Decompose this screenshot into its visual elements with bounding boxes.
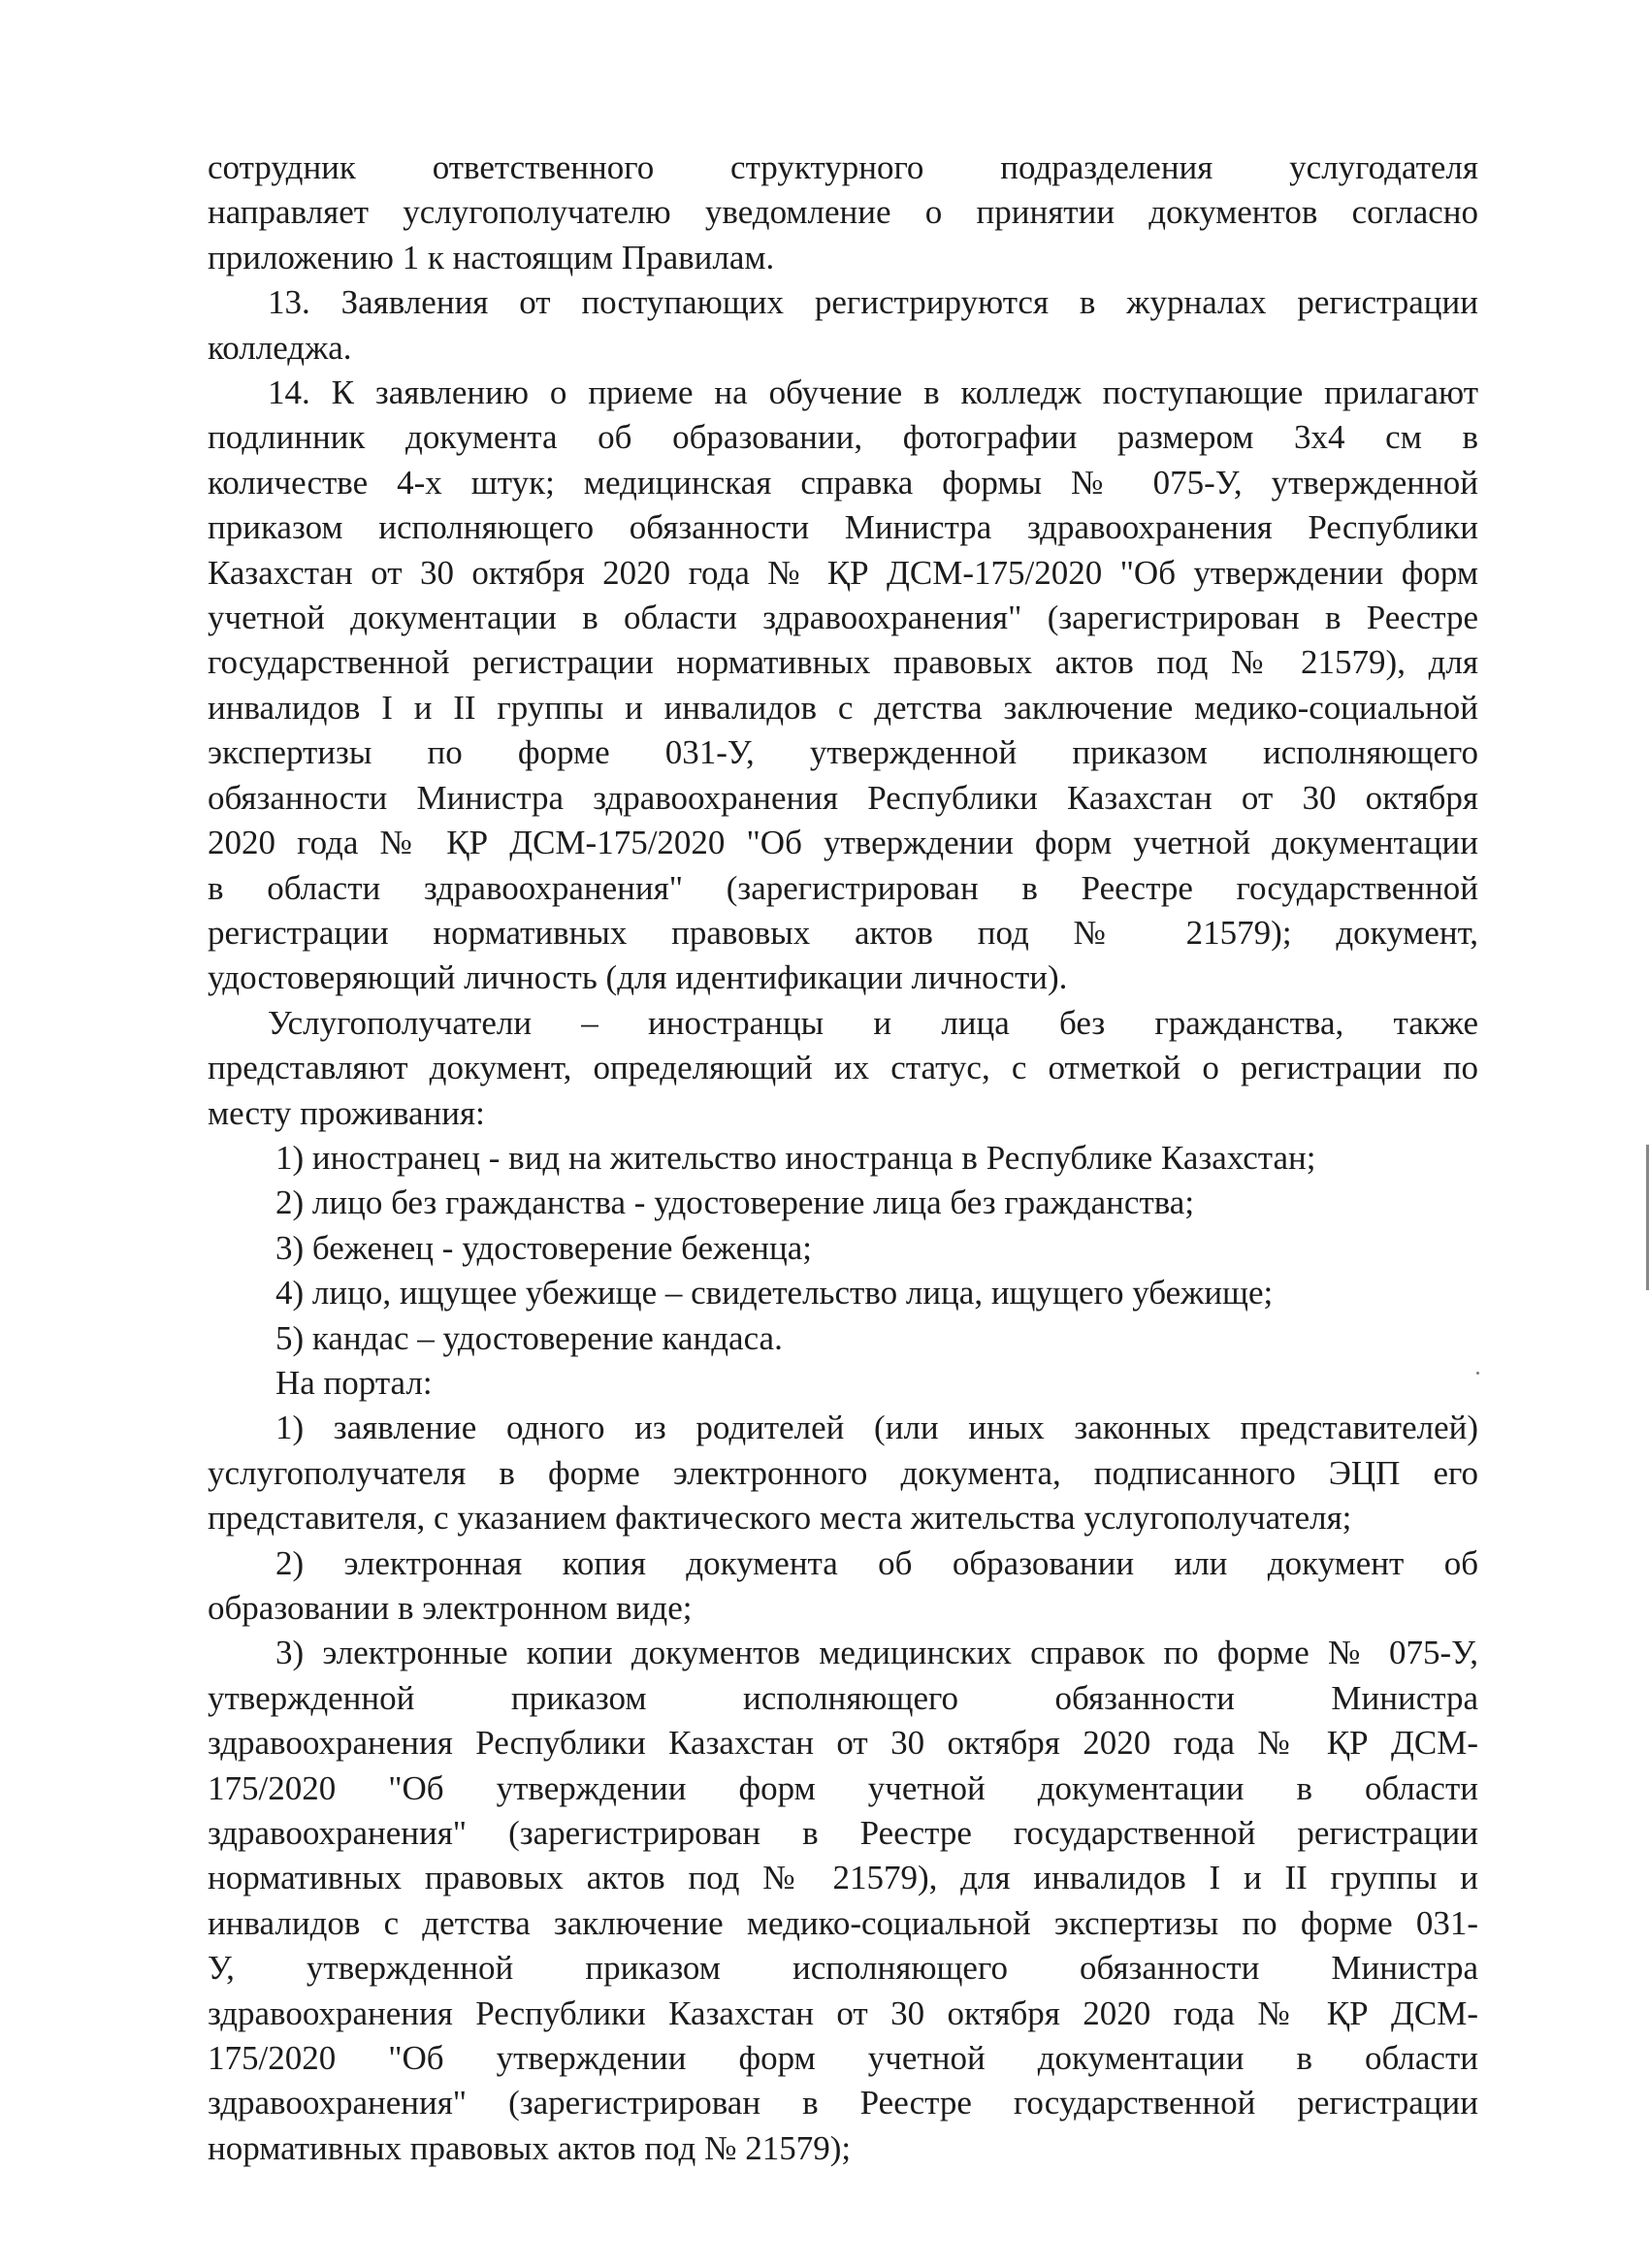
text-line: здравоохранения Республики Казахстан от 30 октября 2020 года № ҚР ДСМ-	[208, 1724, 1478, 1763]
portal-item-2	[208, 1541, 1478, 1632]
text-line: нормативных правовых актов под № 21579);	[208, 2128, 852, 2167]
text-line: представителя, с указанием фактического места жительства услугополучателя;	[208, 1499, 1352, 1538]
text-line: образовании в электронном виде;	[208, 1589, 693, 1627]
list-item: 3) беженец - удостоверение беженца;	[275, 1228, 813, 1267]
paragraph-13	[208, 280, 1478, 371]
text-line: представляют документ, определяющий их статус, с отметкой о регистрации по	[208, 1049, 1478, 1087]
list-item: 5) кандас – удостоверение кандаса.	[275, 1318, 783, 1357]
text-line: утвержденной приказом исполняющего обязанности Министра	[208, 1678, 1478, 1717]
text-line: нормативных правовых актов под № 21579), для инвалидов I и II группы и	[208, 1859, 1478, 1897]
text-line: Услугополучатели – иностранцы и лица без гражданства, также	[268, 1003, 1478, 1042]
list-item: 4) лицо, ищущее убежище – свидетельство лица, ищущего убежище;	[275, 1274, 1274, 1312]
text-line: услугополучателя в форме электронного документа, подписанного ЭЦП его	[208, 1453, 1478, 1492]
text-line: обязанности Министра здравоохранения Республики Казахстан от 30 октября	[208, 778, 1478, 817]
document-status-list	[208, 1136, 1478, 1361]
text-line: в области здравоохранения" (зарегистрирован в Реестре государственной	[208, 868, 1478, 907]
text-line: Казахстан от 30 октября 2020 года № ҚР ДСМ-175/2020 "Об утверждении форм	[208, 553, 1478, 592]
text-line: месту проживания:	[208, 1093, 485, 1132]
list-item: 2) лицо без гражданства - удостоверение лица без гражданства;	[275, 1183, 1195, 1222]
paragraph-14	[208, 371, 1478, 1001]
list-item: 1) иностранец - вид на жительство иностранца в Республике Казахстан;	[275, 1138, 1316, 1177]
portal-item-3	[208, 1631, 1478, 2171]
text-line: государственной регистрации нормативных правовых актов под № 21579), для	[208, 643, 1478, 682]
portal-item-1	[208, 1406, 1478, 1540]
text-line: 175/2020 "Об утверждении форм учетной документации в области	[208, 1768, 1478, 1807]
text-line: количестве 4-х штук; медицинская справка формы № 075-У, утвержденной	[208, 463, 1478, 502]
text-line: инвалидов I и II группы и инвалидов с детства заключение медико-социальной	[208, 688, 1478, 727]
text-line: У, утвержденной приказом исполняющего обязанности Министра	[208, 1949, 1478, 1988]
text-line: направляет услугополучателю уведомление о принятии документов согласно	[208, 193, 1478, 232]
document-body	[208, 146, 1478, 2171]
text-line: подлинник документа об образовании, фотографии размером 3х4 см в	[208, 418, 1478, 457]
text-line: здравоохранения" (зарегистрирован в Реестре государственной регистрации	[208, 1814, 1478, 1853]
portal-heading	[208, 1361, 1478, 1406]
text-line: экспертизы по форме 031-У, утвержденной приказом исполняющего	[208, 733, 1478, 772]
text-line: здравоохранения Республики Казахстан от 30 октября 2020 года № ҚР ДСМ-	[208, 1993, 1478, 2032]
text-line: 3) электронные копии документов медицинских справок по форме № 075-У,	[275, 1634, 1478, 1672]
text-line: учетной документации в области здравоохранения" (зарегистрирован в Реестре	[208, 599, 1478, 637]
text-line: сотрудник ответственного структурного подразделения услугодателя	[208, 148, 1478, 186]
text-line: На портал:	[275, 1363, 433, 1402]
text-line: приложению 1 к настоящим Правилам.	[208, 238, 775, 276]
text-line: 14. К заявлению о приеме на обучение в колледж поступающие прилагают	[268, 373, 1478, 412]
paragraph-foreign-recipients	[208, 1001, 1478, 1136]
text-line: инвалидов с детства заключение медико-социальной экспертизы по форме 031-	[208, 1903, 1478, 1942]
text-line: 13. Заявления от поступающих регистрируются в журналах регистрации	[268, 283, 1478, 322]
text-line: 1) заявление одного из родителей (или иных законных представителей)	[275, 1409, 1478, 1447]
text-line: 175/2020 "Об утверждении форм учетной документации в области	[208, 2039, 1478, 2078]
text-line: приказом исполняющего обязанности Министра здравоохранения Республики	[208, 508, 1478, 547]
text-line: удостоверяющий личность (для идентификации личности).	[208, 958, 1068, 997]
text-line: регистрации нормативных правовых актов под № 21579); документ,	[208, 913, 1478, 952]
text-line: здравоохранения" (зарегистрирован в Реестре государственной регистрации	[208, 2084, 1478, 2122]
scan-speck	[1476, 1372, 1479, 1375]
text-line: колледжа.	[208, 328, 352, 367]
text-line: 2) электронная копия документа об образовании или документ об	[275, 1543, 1478, 1582]
paragraph-continuation	[208, 146, 1478, 280]
text-line: 2020 года № ҚР ДСМ-175/2020 "Об утверждении форм учетной документации	[208, 824, 1478, 862]
